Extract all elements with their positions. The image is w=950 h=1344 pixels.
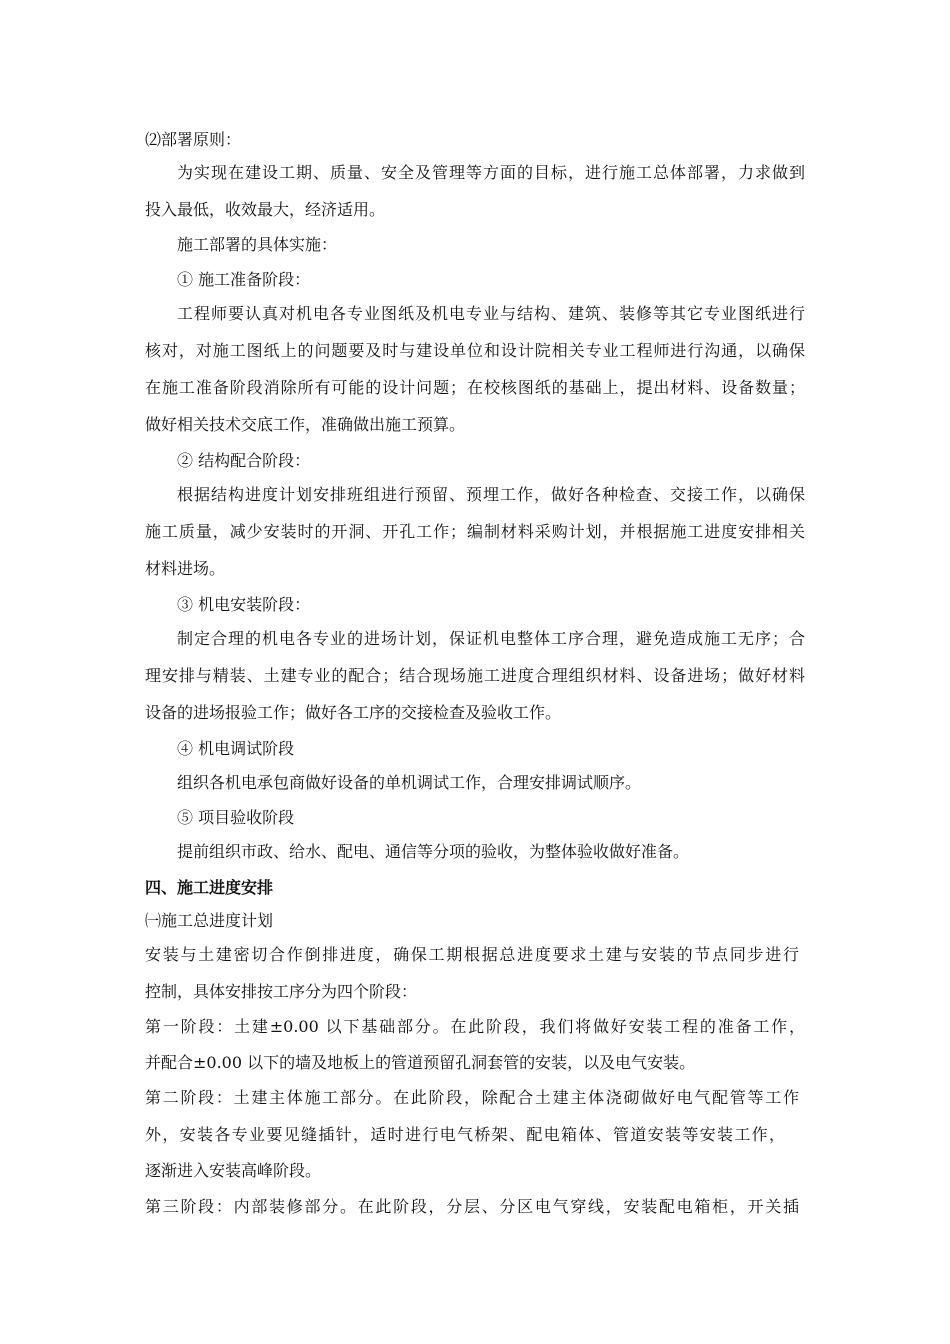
- paragraph-line: 外，安装各专业要见缝插针，适时进行电气桥架、配电箱体、管道安装等安装工作，: [145, 1125, 785, 1144]
- paragraph-line: 并配合±0.00 以下的墙及地板上的管道预留孔洞套管的安装，以及电气安装。: [145, 1053, 696, 1072]
- paragraph-line: 理安排与精装、土建专业的配合；结合现场施工进度合理组织材料、设备进场；做好材料: [145, 666, 805, 685]
- paragraph-line: 第一阶段：土建±0.00 以下基础部分。在此阶段，我们将做好安装工程的准备工作，: [145, 1017, 805, 1036]
- paragraph-line: 控制，具体安排按工序分为四个阶段：: [145, 982, 418, 1001]
- paragraph-line: 组织各机电承包商做好设备的单机调试工作，合理安排调试顺序。: [177, 773, 642, 792]
- paragraph-line: 材料进场。: [145, 559, 226, 578]
- stage-heading: ④ 机电调试阶段: [177, 739, 295, 758]
- paragraph-line: 设备的进场报验工作；做好各工序的交接检查及验收工作。: [145, 703, 562, 722]
- paragraph-line: 施工质量，减少安装时的开洞、开孔工作；编制材料采购计划，并根据施工进度安排相关: [145, 522, 805, 541]
- paragraph-line: 投入最低，收效最大，经济适用。: [145, 200, 386, 219]
- paragraph-line: 第二阶段：土建主体施工部分。在此阶段，除配合土建主体浇砌做好电气配管等工作: [145, 1088, 799, 1107]
- paragraph-line: 根据结构进度计划安排班组进行预留、预埋工作，做好各种检查、交接工作，以确保: [177, 485, 805, 504]
- subheading-deployment-principle: ⑵部署原则：: [145, 130, 242, 149]
- paragraph-line: 做好相关技术交底工作，准确做出施工预算。: [145, 415, 466, 434]
- stage-heading: ② 结构配合阶段：: [177, 451, 311, 470]
- section-heading: 四、施工进度安排: [145, 878, 274, 897]
- subsection-heading: ㈠施工总进度计划: [145, 911, 274, 930]
- paragraph-line: 施工部署的具体实施：: [177, 235, 338, 254]
- paragraph-line: 工程师要认真对机电各专业图纸及机电专业与结构、建筑、装修等其它专业图纸进行: [177, 304, 805, 323]
- paragraph-line: 安装与土建密切合作倒排进度，确保工期根据总进度要求土建与安装的节点同步进行: [145, 945, 799, 964]
- stage-heading: ⑤ 项目验收阶段: [177, 808, 295, 827]
- paragraph-line: 逐渐进入安装高峰阶段。: [145, 1161, 322, 1180]
- paragraph-line: 在施工准备阶段消除所有可能的设计问题；在校核图纸的基础上，提出材料、设备数量；: [145, 378, 805, 397]
- paragraph-line: 第三阶段：内部装修部分。在此阶段，分层、分区电气穿线，安装配电箱柜，开关插: [145, 1197, 799, 1216]
- stage-heading: ③ 机电安装阶段：: [177, 595, 311, 614]
- paragraph-line: 提前组织市政、给水、配电、通信等分项的验收，为整体验收做好准备。: [177, 842, 690, 861]
- stage-heading: ① 施工准备阶段：: [177, 270, 311, 289]
- paragraph-line: 为实现在建设工期、质量、安全及管理等方面的目标，进行施工总体部署，力求做到: [177, 163, 805, 182]
- paragraph-line: 核对，对施工图纸上的问题要及时与建设单位和设计院相关专业工程师进行沟通，以确保: [145, 341, 805, 360]
- paragraph-line: 制定合理的机电各专业的进场计划，保证机电整体工序合理，避免造成施工无序；合: [177, 629, 805, 648]
